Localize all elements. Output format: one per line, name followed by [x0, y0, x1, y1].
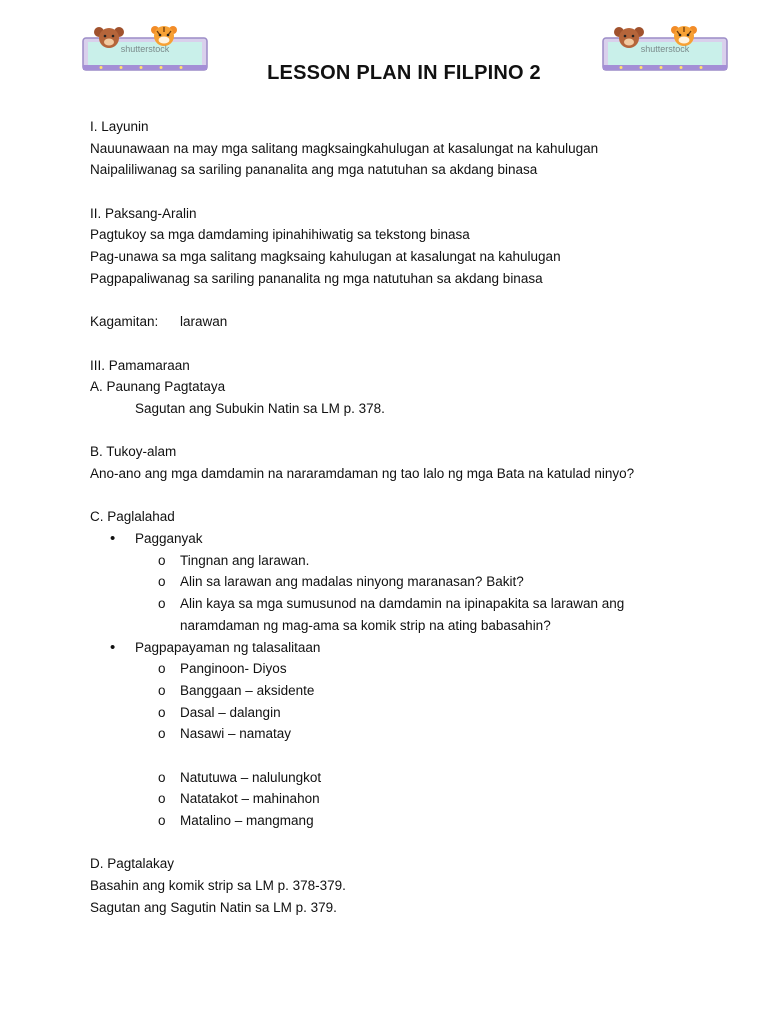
list-item-text: Alin sa larawan ang madalas ninyong maranasan? Bakit?	[180, 574, 524, 590]
list-item-text: Dasal – dalangin	[180, 704, 281, 720]
subheading-paglalahad: C. Paglalahad	[90, 509, 175, 525]
list-item	[90, 571, 730, 593]
list-item	[90, 658, 730, 680]
list-item-text: Banggaan – aksidente	[180, 682, 315, 698]
list-item-text: Nasawi – namatay	[180, 726, 292, 742]
circle-bullet-icon: o	[158, 813, 166, 828]
circle-bullet-icon: o	[158, 726, 166, 742]
paksang-aralin-line: Pagpapaliwanag sa sariling pananalita ng mga natutuhan sa akdang binasa	[90, 270, 543, 286]
list-item-text: Panginoon- Diyos	[180, 661, 287, 677]
list-item	[90, 788, 730, 810]
list-item	[90, 702, 730, 724]
subheading-pagtalakay: D. Pagtalakay	[90, 856, 175, 872]
kagamitan-row	[90, 311, 730, 333]
layunin-line: Naipaliliwanag sa sariling pananalita ang mga natutuhan sa akdang binasa	[90, 162, 538, 178]
list-item-text: Tingnan ang larawan.	[180, 552, 310, 568]
tukoy-alam-line: Ano-ano ang mga damdamin na nararamdaman ng tao lalo ng mga Bata na katulad ninyo?	[90, 466, 635, 481]
kagamitan-label: Kagamitan:	[90, 314, 159, 330]
list-item-text: Natutuwa – nalulungkot	[180, 769, 322, 785]
circle-bullet-icon: o	[158, 574, 166, 590]
subheading-tukoy-alam: B. Tukoy-alam	[90, 444, 177, 460]
lesson-body	[90, 116, 730, 918]
list-item	[90, 528, 730, 550]
list-item	[90, 637, 730, 659]
subheading-paunang-pagtataya: A. Paunang Pagtataya	[90, 379, 226, 395]
bullet-icon: •	[110, 638, 116, 656]
list-item-text: Matalino – mangmang	[180, 813, 314, 828]
circle-bullet-icon: o	[158, 661, 166, 677]
circle-bullet-icon: o	[158, 791, 166, 807]
list-item-text: Pagganyak	[135, 531, 203, 547]
circle-bullet-icon: o	[158, 552, 166, 568]
pagtalakay-line: Basahin ang komik strip sa LM p. 378-379.	[90, 878, 346, 894]
section-heading-pamamaraan: III. Pamamaraan	[90, 357, 190, 373]
section-heading-paksang-aralin: II. Paksang-Aralin	[90, 205, 197, 221]
kagamitan-value: larawan	[180, 314, 228, 330]
list-item	[90, 550, 730, 572]
svg-text:shutterstock: shutterstock	[120, 44, 170, 54]
paksang-aralin-line: Pagtukoy sa mga damdaming ipinahihiwatig sa tekstong binasa	[90, 227, 470, 243]
svg-text:shutterstock: shutterstock	[640, 44, 690, 54]
paksang-aralin-line: Pag-unawa sa mga salitang magksaing kahulugan at kasalungat na kahulugan	[90, 249, 561, 265]
list-item	[90, 723, 730, 745]
list-item	[90, 767, 730, 789]
page-title: LESSON PLAN IN FILPINO 2	[267, 62, 541, 84]
layunin-line: Nauunawaan na may mga salitang magksaingkahulugan at kasalungat na kahulugan	[90, 140, 599, 156]
paunang-pagtataya-line: Sagutan ang Subukin Natin sa LM p. 378.	[135, 400, 385, 416]
list-item-continuation: naramdaman ng mag-ama sa komik strip na ating babasahin?	[180, 617, 551, 633]
list-item-text: Natatakot – mahinahon	[180, 791, 320, 807]
circle-bullet-icon: o	[158, 769, 166, 785]
list-item	[90, 680, 730, 702]
circle-bullet-icon: o	[158, 704, 166, 720]
list-item	[90, 593, 730, 615]
circle-bullet-icon: o	[158, 596, 166, 612]
section-heading-layunin: I. Layunin	[90, 119, 149, 134]
list-item	[90, 810, 730, 832]
bullet-icon: •	[110, 530, 116, 548]
list-item-text: Pagpapayaman ng talasalitaan	[135, 639, 321, 655]
list-item-text: Alin kaya sa mga sumusunod na damdamin na ipinapakita sa larawan ang	[180, 596, 625, 612]
circle-bullet-icon: o	[158, 682, 166, 698]
pagtalakay-line: Sagutan ang Sagutin Natin sa LM p. 379.	[90, 899, 337, 915]
